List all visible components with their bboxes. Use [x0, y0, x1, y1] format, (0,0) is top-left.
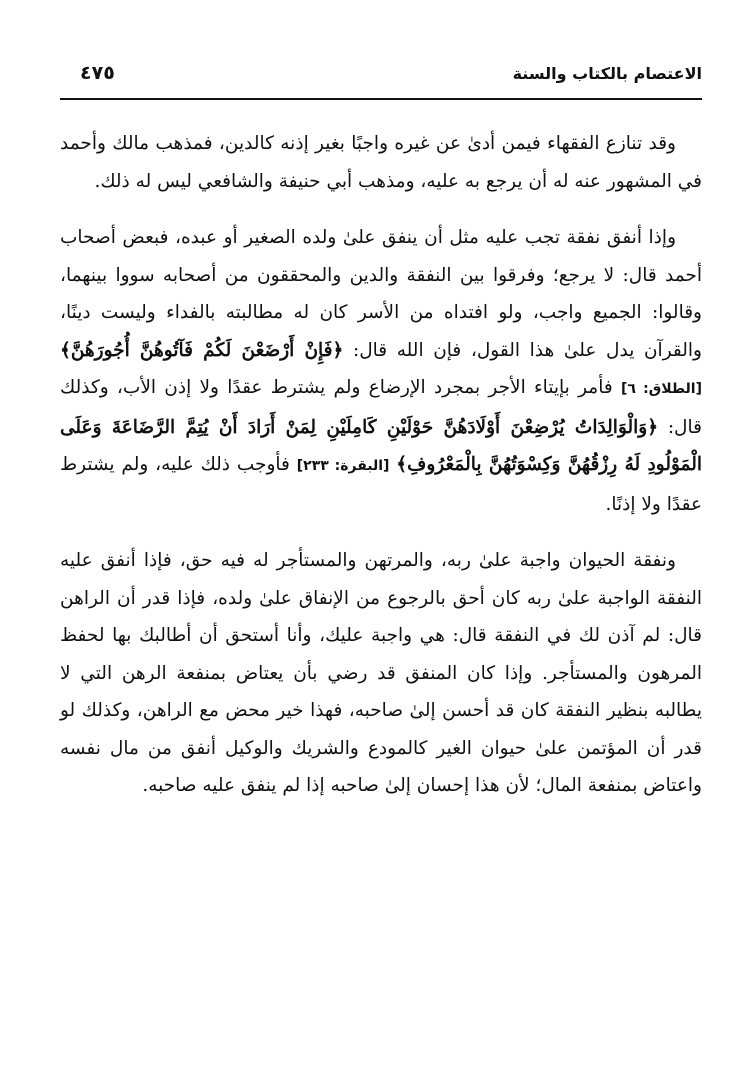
- quran-verse-2: ﴿وَالْوَالِدَاتُ يُرْضِعْنَ أَوْلَادَهُنَّ حَوْلَيْنِ كَامِلَيْنِ لِمَنْ أَرَادَ أَنْ يُتِمَّ الرَّضَاعَةَ وَعَلَى الْمَوْلُودِ لَهُ رِزْقُهُنَّ وَكِسْوَتُهُنَّ بِالْمَعْرُوفِ﴾: [60, 416, 702, 475]
- paragraph-2: [60, 219, 702, 523]
- paragraph-2-text-a: وإذا أنفق نفقة تجب عليه مثل أن ينفق علىٰ ولده الصغير أو عبده، فبعض أصحاب أحمد قال: لا يرجع؛ وفرقوا بين النفقة والدين والمحققون من أصحابه سووا بينهما، وقالوا: الجميع واجب، ولو افتداه من الأسر كان له مطالبته بالفداء وليست دينًا، والقرآن يدل علىٰ هذا القول، فإن الله قال:: [60, 227, 702, 361]
- paragraph-3: ونفقة الحيوان واجبة علىٰ ربه، والمرتهن والمستأجر له فيه حق، فإذا أنفق عليه النفقة الواجبة علىٰ ربه كان أحق بالرجوع من الإنفاق علىٰ ولده، فإذا قدر أن الراهن قال: لم آذن لك في النفقة قال: هي واجبة عليك، وأنا أستحق أن أطالبك بها لحفظ المرهون والمستأجر. وإذا كان المنفق قد رضي بأن يعتاض بمنفعة الرهن التي لا يطالبه بنظير النفقة كان قد أحسن إلىٰ صاحبه، فهذا خير محض مع الراهن، وكذلك لو قدر أن المؤتمن علىٰ حيوان الغير كالمودع والشريك والوكيل أنفق من مال نفسه واعتاض بمنفعة المال؛ لأن هذا إحسان إلىٰ صاحبه إذا لم ينفق عليه صاحبه.: [60, 550, 702, 796]
- book-page: [60, 60, 702, 1050]
- paragraph-1: وقد تنازع الفقهاء فيمن أدىٰ عن غيره واجبًا بغير إذنه كالدين، فمذهب مالك وأحمد في المشهور عنه له أن يرجع به عليه، ومذهب أبي حنيفة والشافعي ليس له ذلك.: [60, 133, 702, 192]
- page-number: ٤٧٥: [80, 62, 115, 84]
- page-header: [60, 60, 702, 100]
- verse-reference-1: [الطلاق: ٦]: [620, 381, 702, 397]
- running-title: الاعتصام بالكتاب والسنة: [512, 64, 702, 83]
- body-text: [60, 125, 702, 805]
- paragraph-2-text-c: فأوجب ذلك عليه، ولم يشترط عقدًا ولا إذنًا.: [60, 454, 702, 515]
- paragraph-2-text-b: فأمر بإيتاء الأجر بمجرد الإرضاع ولم يشترط عقدًا ولا إذن الأب، وكذلك قال:: [60, 377, 702, 438]
- quran-verse-1: ﴿فَإِنْ أَرْضَعْنَ لَكُمْ فَآتُوهُنَّ أُجُورَهُنَّ﴾: [60, 339, 344, 361]
- verse-reference-2: [البقرة: ٢٣٣]: [296, 458, 390, 474]
